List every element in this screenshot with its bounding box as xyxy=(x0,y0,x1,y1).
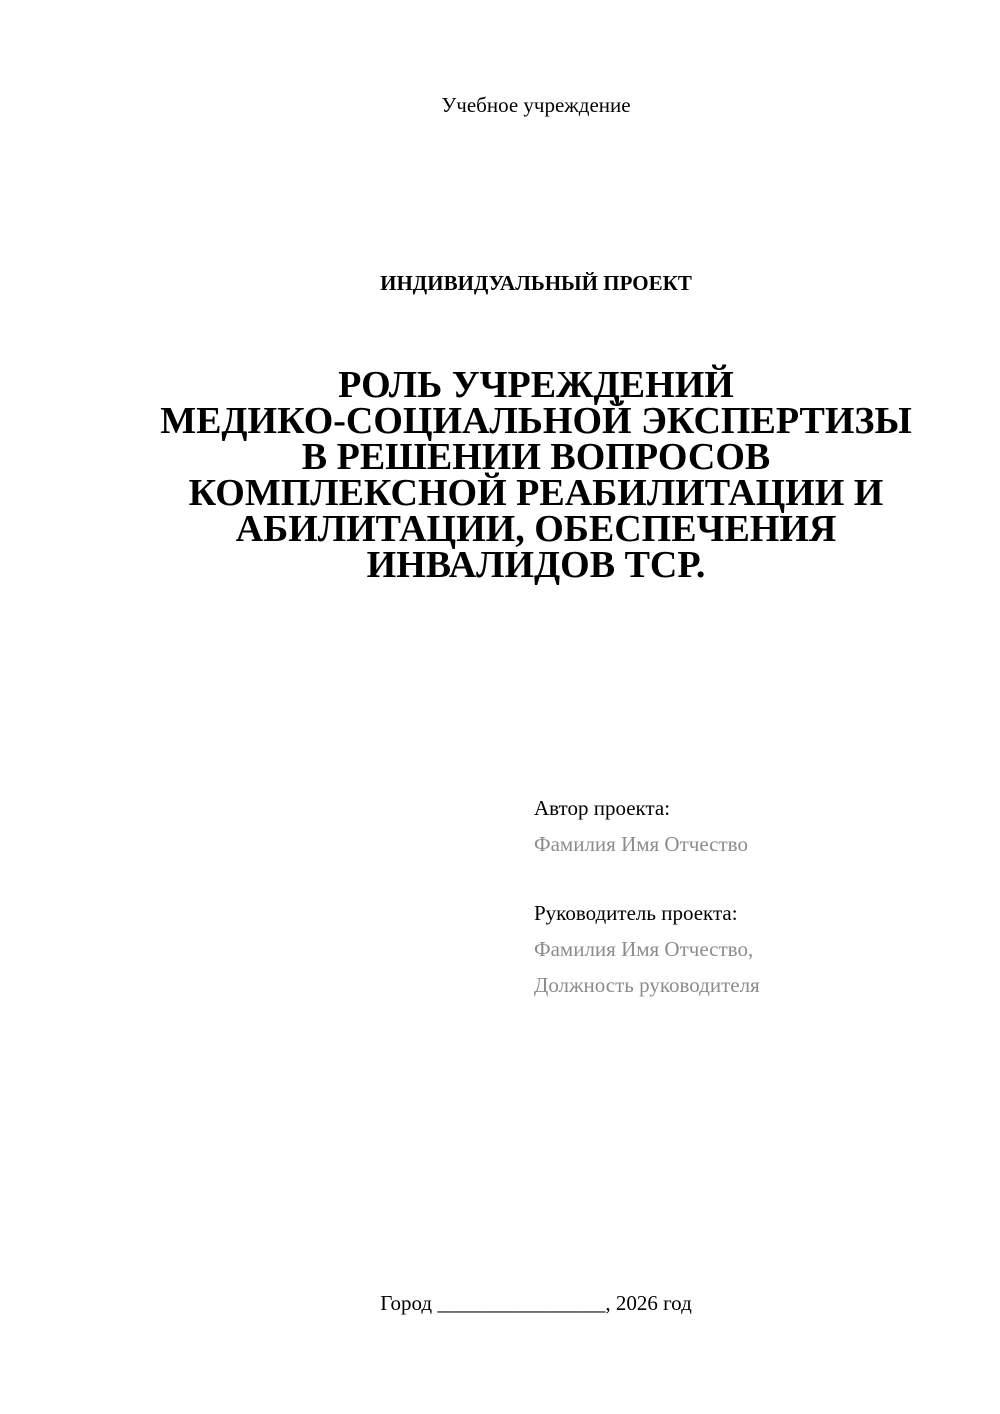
supervisor-position: Должность руководителя xyxy=(534,973,760,997)
project-title-line: КОМПЛЕКСНОЙ РЕАБИЛИТАЦИИ И xyxy=(188,472,884,514)
city-year-line: Город ________________, 2026 год xyxy=(380,1291,692,1315)
project-title-line: МЕДИКО-СОЦИАЛЬНОЙ ЭКСПЕРТИЗЫ xyxy=(160,400,912,442)
supervisor-label: Руководитель проекта: xyxy=(534,901,738,925)
author-name: Фамилия Имя Отчество xyxy=(534,832,748,856)
project-title-line: В РЕШЕНИИ ВОПРОСОВ xyxy=(301,436,771,478)
spacer xyxy=(534,862,974,895)
project-title-line: РОЛЬ УЧРЕЖДЕНИЙ xyxy=(338,364,734,406)
project-title xyxy=(100,364,972,586)
document-type: ИНДИВИДУАЛЬНЫЙ ПРОЕКТ xyxy=(380,271,692,295)
project-title-line: АБИЛИТАЦИИ, ОБЕСПЕЧЕНИЯ xyxy=(235,508,837,550)
signature-block xyxy=(534,790,974,1003)
author-label: Автор проекта: xyxy=(534,796,671,820)
supervisor-name: Фамилия Имя Отчество, xyxy=(534,937,754,961)
project-title-line: ИНВАЛИДОВ ТСР. xyxy=(366,544,706,586)
institution-name: Учебное учреждение xyxy=(441,93,631,117)
